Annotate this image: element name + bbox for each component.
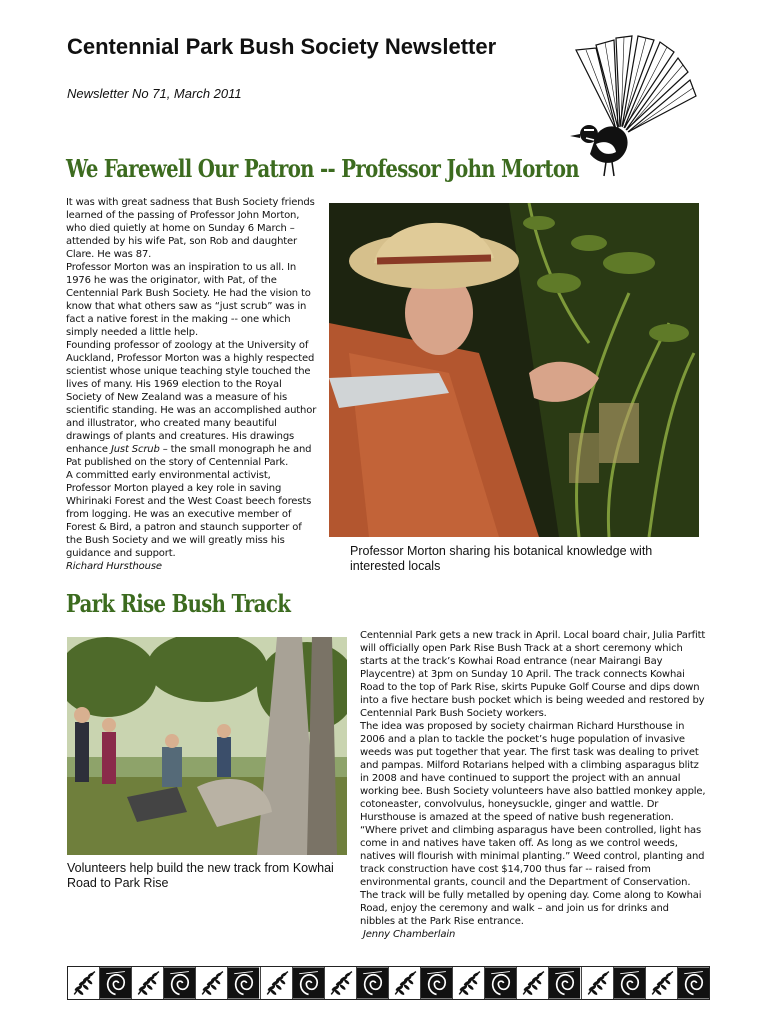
article-heading-park-rise: Park Rise Bush Track bbox=[66, 589, 291, 618]
photo-caption-morton: Professor Morton sharing his botanical knowledge with interested locals bbox=[350, 544, 653, 573]
article-heading-farewell: We Farewell Our Patron -- Professor John Morton bbox=[66, 154, 579, 183]
article-body-park-rise bbox=[360, 629, 706, 941]
paragraph: A committed early environmental activist, Professor Morton played a key role in saving Whirinaki Forest and the West Coast beech forests from logging. He was an executive member of Forest & Bird, a patron and staunch supporter of the Bush Society and we will greatly miss his guidance and support. bbox=[66, 470, 312, 559]
shell-icon bbox=[678, 967, 709, 999]
shell-icon bbox=[164, 967, 196, 999]
fern-icon bbox=[196, 967, 228, 999]
newsletter-title: Centennial Park Bush Society Newsletter bbox=[67, 34, 497, 59]
fern-icon bbox=[389, 967, 421, 999]
shell-icon bbox=[549, 967, 581, 999]
fern-icon bbox=[325, 967, 357, 999]
paragraph: Centennial Park gets a new track in April. Local board chair, Julia Parfitt will officially open Park Rise Bush Track at a short ceremony which starts at the track’s Kowhai Road entrance (near Mairangi Bay Playcentre) at 3pm on Sunday 10 April. The track connects Kowhai Road to the top of Park Rise, skirts Pupuke Golf Course and dips down into a five hectare bush pocket which is being weeded and restored by Centennial Park Bush Society workers. bbox=[360, 630, 706, 719]
paragraph: It was with great sadness that Bush Society friends learned of the passing of Professor John Morton, who died quietly at home on Sunday 6 March – attended by his wife Pat, son Rob and daughter Clare. He was 87. bbox=[66, 197, 315, 260]
fern-icon bbox=[646, 967, 678, 999]
professor-morton-photo bbox=[329, 203, 699, 537]
article-body-farewell bbox=[66, 196, 318, 573]
article-author: Jenny Chamberlain bbox=[363, 929, 456, 940]
paragraph: Founding professor of zoology at the University of Auckland, Professor Morton was a highly respected scientist whose unique teaching style touched the lives of many. His 1969 election to the Royal Society of New Zealand was a measure of his scientific standing. He was an accomplished author and illustrator, who created many beautiful drawings of plants and creatures. His drawings enhance Just Scrub – the small monograph he and Pat published on the story of Centennial Park. bbox=[66, 340, 317, 468]
shell-icon bbox=[614, 967, 646, 999]
shell-icon bbox=[100, 967, 132, 999]
fern-icon bbox=[453, 967, 485, 999]
shell-icon bbox=[293, 967, 325, 999]
paragraph: The idea was proposed by society chairman Richard Hursthouse in 2006 and a plan to tackle the pocket’s huge population of invasive weeds was put together that year. The first task was dealing to privet and pampas. Milford Rotarians helped with a climbing asparagus blitz in 2008 and have continued to support the project with an annual working bee. Bush Society volunteers have also battled monkey apple, cotoneaster, convolvulus, honeysuckle, ginger and wattle. Dr Hursthouse is amazed at the speed of native bush regeneration. “Where privet and climbing asparagus have been controlled, light has come in and natives have taken off. As long as we control weeds, natives will flourish with minimal planting.” Weed control, planting and track construction have cost $14,700 thus far -- raised from environmental grants, council and the Department of Conservation. The track will be fully metalled by opening day. Come along to Kowhai Road, enjoy the ceremony and walk – and join us for drinks and nibbles at the Park Rise entrance. bbox=[360, 721, 706, 927]
shell-icon bbox=[485, 967, 517, 999]
newsletter-issue: Newsletter No 71, March 2011 bbox=[67, 86, 242, 101]
book-title: Just Scrub bbox=[110, 444, 160, 455]
shell-icon bbox=[421, 967, 453, 999]
decorative-border bbox=[67, 966, 710, 1000]
article-author: Richard Hursthouse bbox=[66, 561, 162, 572]
paragraph: Professor Morton was an inspiration to us all. In 1976 he was the originator, with Pat, of the Centennial Park Bush Society. He had the vision to know that what others saw as “just scrub” was in fact a native forest in the making -- one which simply needed a little help. bbox=[66, 262, 311, 338]
fern-icon bbox=[68, 967, 100, 999]
shell-icon bbox=[357, 967, 389, 999]
fern-icon bbox=[582, 967, 614, 999]
photo-caption-volunteers: Volunteers help build the new track from Kowhai Road to Park Rise bbox=[67, 861, 334, 890]
fern-icon bbox=[132, 967, 164, 999]
fern-icon bbox=[517, 967, 549, 999]
shell-icon bbox=[228, 967, 260, 999]
volunteers-photo bbox=[67, 637, 347, 855]
fern-icon bbox=[261, 967, 293, 999]
